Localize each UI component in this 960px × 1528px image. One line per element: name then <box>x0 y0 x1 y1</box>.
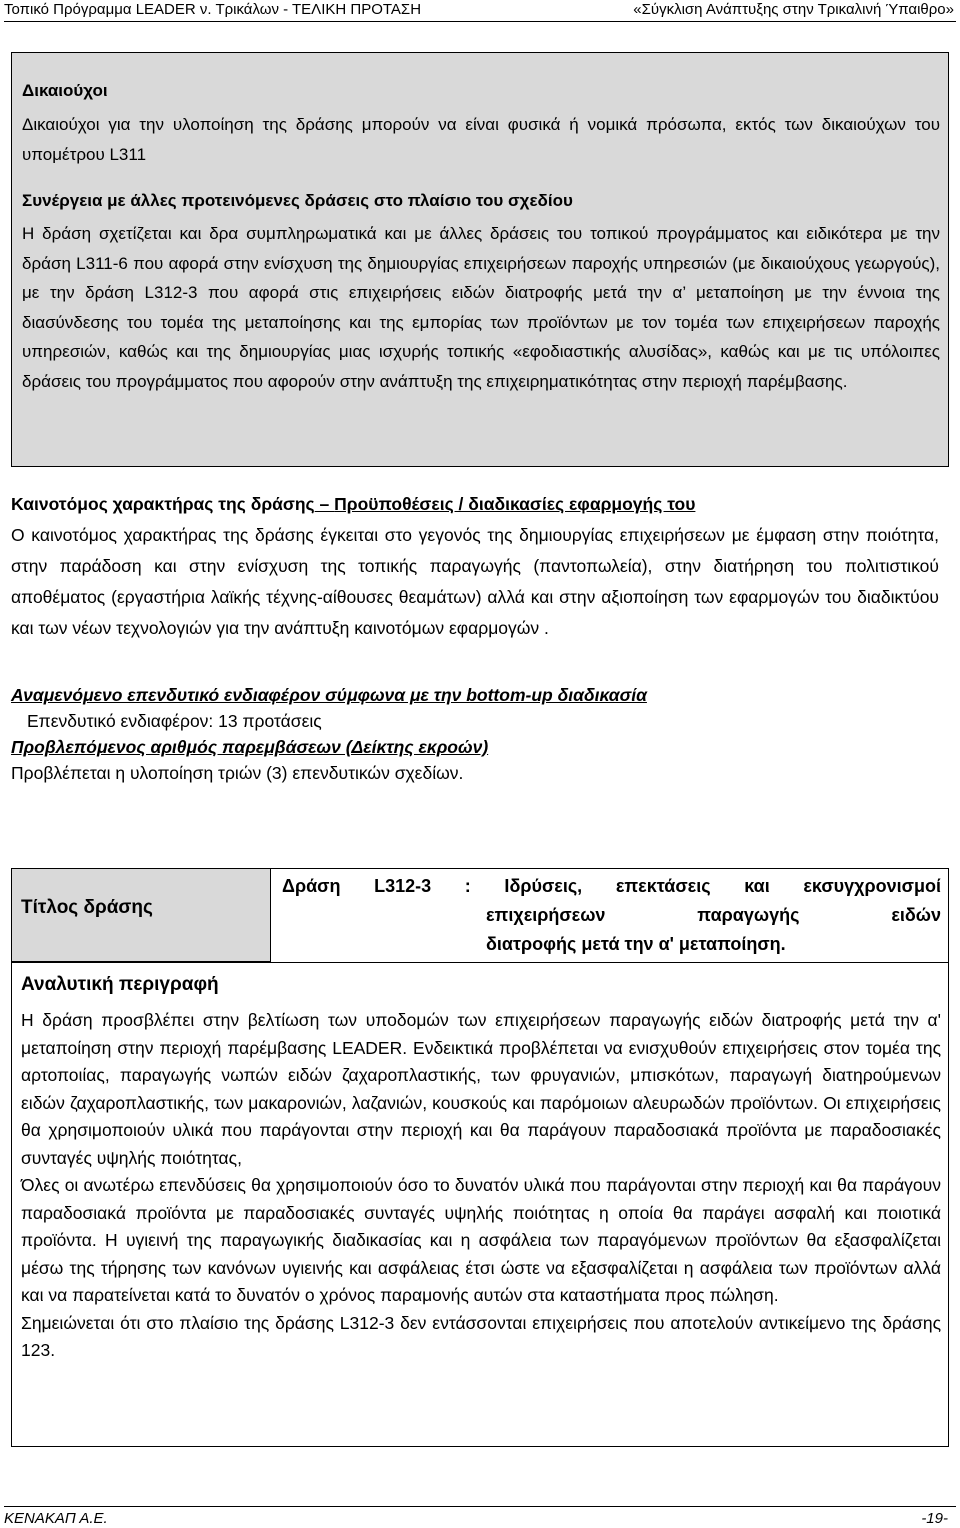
synergy-text: Η δράση σχετίζεται και δρα συμπληρωματικά και με άλλες δράσεις του τοπικού προγράμματος και ειδικότερα με την δράση L311-6 που αφορά στην ενίσχυση της δημιουργίας επιχειρήσεων παροχής υπηρεσιών (με δικαιούχους γεωργούς), με την δράση L312-3 που αφορά στις επιχειρήσεις ειδών διατροφής μετά την α’ μεταποίηση με την έννοια της διασύνδεσης του τομέα της μεταποίησης και της εμπορίας των προϊόντων με τον τομέα των επιχειρήσεων παροχής υπηρεσιών, καθώς και της δημιουργίας μιας ισχυρής τοπικής «εφοδιαστικής αλυσίδας», καθώς και με τις υπόλοιπες δράσεις του προγράμματος που αφορούν στην ανάπτυξη της επιχειρηματικότητας στην περιοχή παρέμβασης. <box>22 224 940 391</box>
interventions-text: Προβλέπεται η υλοποίηση τριών (3) επενδυτικών σχεδίων. <box>11 763 464 783</box>
page-number: -19- <box>921 1510 948 1527</box>
synergy-heading: Συνέργεια με άλλες προτεινόμενες δράσεις στο πλαίσιο του σχεδίου <box>22 191 573 210</box>
page-header <box>0 0 960 24</box>
innovation-heading-sep: – <box>314 494 335 514</box>
innovation-heading-part1: Καινοτόμος χαρακτήρας της δράσης <box>11 494 315 514</box>
action-table <box>11 868 949 1447</box>
action-title-label: Τίτλος δράσης <box>21 897 153 918</box>
interventions-heading: Προβλεπόμενος αριθμός παρεμβάσεων (Δείκτης εκροών) <box>11 737 489 757</box>
description-body <box>21 1007 941 1365</box>
action-title <box>282 872 941 959</box>
description-label: Αναλυτική περιγραφή <box>21 974 219 995</box>
action-title-line3: διατροφής μετά την α' μεταποίηση. <box>486 934 786 954</box>
description-paragraph-2: Όλες οι ανωτέρω επενδύσεις θα χρησιμοποιούν όσο το δυνατόν υλικά που παράγονται στην περιοχή και θα παράγουν παραδοσιακά προϊόντα με παραδοσιακές συνταγές υψηλής ποιότητας η οποία θα παράγει ασφαλή και ποιοτικά προϊόντα. Η υγιεινή της παραγωγικής διαδικασίας και η ασφάλεια των παραγόμενων προϊόντων θα εξασφαλίζεται μέσω της τήρησης των κανόνων υγιεινής και ασφάλειας έτσι ώστε να εξασφαλίζεται η ασφάλεια των προϊόντων αλλά και να παρατείνεται κατά το δυνατόν ο χρόνος παραμονής αυτών στα καταστήματα προς πώληση. <box>21 1175 941 1305</box>
header-rule <box>4 21 956 22</box>
beneficiaries-heading: Δικαιούχοι <box>22 81 108 100</box>
header-right-text: «Σύγκλιση Ανάπτυξης στην Τρικαλινή Ύπαιθρο» <box>633 1 954 18</box>
investment-interest-heading: Αναμενόμενο επενδυτικό ενδιαφέρον σύμφωνα με την bottom-up διαδικασία <box>11 685 647 705</box>
table-divider <box>12 962 948 963</box>
action-title-line2: επιχειρήσεων παραγωγής ειδών <box>486 905 941 925</box>
innovation-text: Ο καινοτόμος χαρακτήρας της δράσης έγκειται στο γεγονός της δημιουργίας επιχειρήσεων με έμφαση στην ποιότητα, στην παράδοση και στην ενίσχυση της τοπικής παραγωγής (παντοπωλεία), στην διατήρηση του πολιτιστικού αποθέματος (εργαστήρια λαϊκής τέχνης-αίθουσες θεαμάτων) αλλά και στην αξιοποίηση των εφαρμογών του διαδικτύου και των νέων τεχνολογιών για την ανάπτυξη καινοτόμων εφαρμογών . <box>11 525 939 638</box>
action-title-line1: Δράση L312-3 : Ιδρύσεις, επεκτάσεις και εκσυγχρονισμοί <box>282 876 941 896</box>
investment-interest-text: Επενδυτικό ενδιαφέρον: 13 προτάσεις <box>27 711 322 731</box>
innovation-heading-part2: Προϋποθέσεις / διαδικασίες εφαρμογής του <box>334 494 696 514</box>
description-paragraph-3: Σημειώνεται ότι στο πλαίσιο της δράσης L312-3 δεν εντάσσονται επιχειρήσεις που αποτελούν αντικείμενο της δράσης 123. <box>21 1312 941 1360</box>
description-paragraph-1: Η δράση προσβλέπει στην βελτίωση των υποδομών των επιχειρήσεων παραγωγής ειδών διατροφής μετά την α' μεταποίηση στην περιοχή παρέμβασης LEADER. Ενδεικτικά προβλέπεται να ενισχυθούν επιχειρήσεις στον τομέα της αρτοποιίας, παραγωγής νωπών ειδών ζαχαροπλαστικής, των φρυγανιών, μπισκότων, παραγωγή διατηρούμενων ειδών ζαχαροπλαστικής, των μακαρονιών, λαζανιών, κουσκούς και παρόμοιων αλευρωδών προϊόντων. Οι επιχειρήσεις θα χρησιμοποιούν υλικά που παράγονται στην περιοχή και θα παράγουν παραδοσιακά προϊόντα με παραδοσιακές συνταγές υψηλής ποιότητας, <box>21 1010 941 1168</box>
page-footer <box>4 1506 956 1527</box>
footer-company: ΚΕΝΑΚΑΠ Α.Ε. <box>4 1510 108 1527</box>
header-left-text: Τοπικό Πρόγραμμα LEADER ν. Τρικάλων - ΤΕΛΙΚΗ ΠΡΟΤΑΣΗ <box>4 1 422 18</box>
innovation-heading <box>11 489 939 520</box>
beneficiaries-text: Δικαιούχοι για την υλοποίηση της δράσης μπορούν να είναι φυσικά ή νομικά πρόσωπα, εκτός των δικαιούχων του υπομέτρου L311 <box>22 115 940 164</box>
